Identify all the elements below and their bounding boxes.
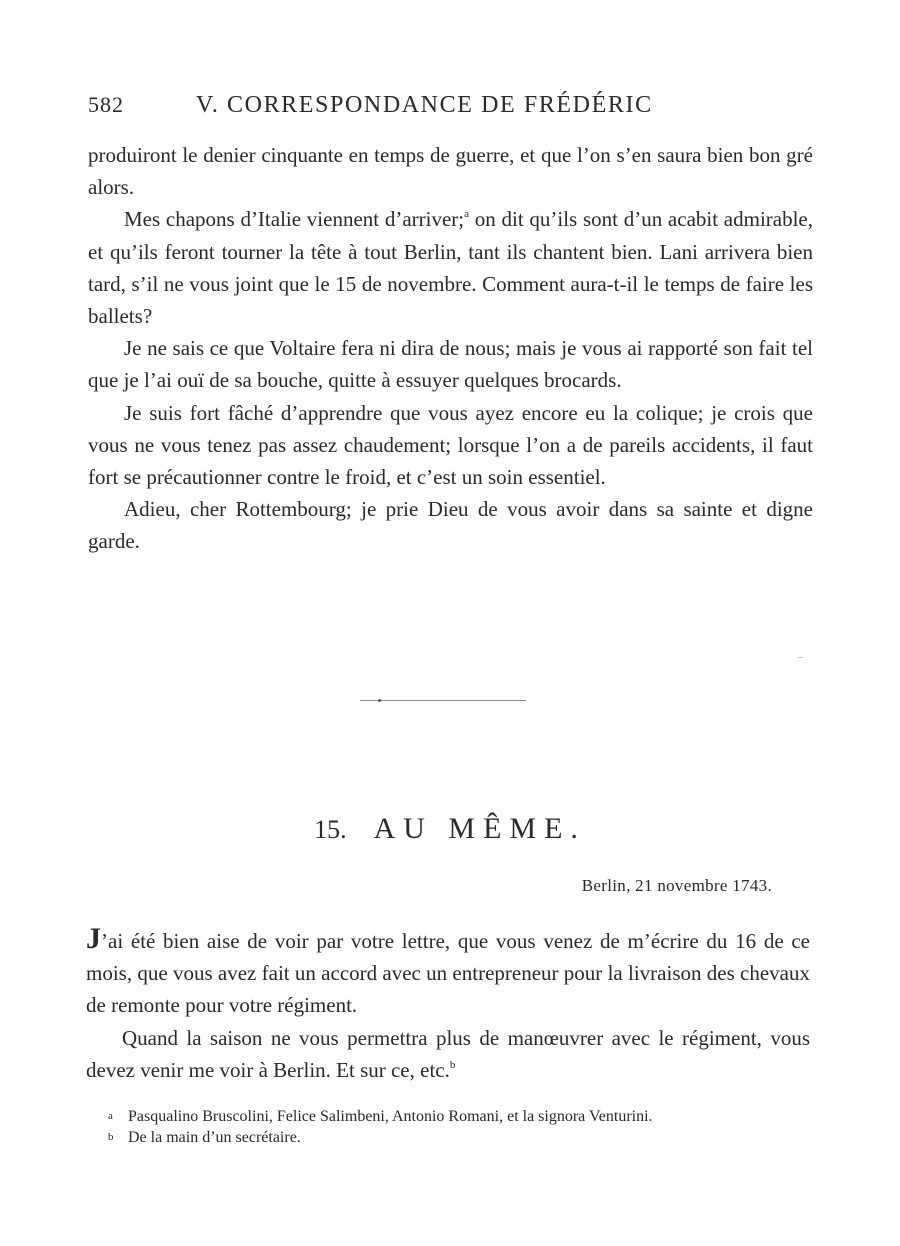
footnotes — [108, 1106, 768, 1148]
footnote-marker-a[interactable]: a — [464, 208, 470, 221]
paragraph: produiront le denier cinquante en temps de guerre, et que l’on s’en saura bien bon gré alors. — [88, 143, 813, 200]
paragraph-text: Quand la saison ne vous permettra plus de manœuvrer avec le régiment, vous devez venir me voir à Berlin. Et sur ce, etc. — [86, 1025, 810, 1082]
print-speck — [798, 657, 803, 658]
page-number: 582 — [88, 92, 124, 117]
paragraph: Je suis fort fâché d’apprendre que vous ayez encore eu la colique; je crois que vous ne vous tenez pas assez chaudement; lorsque l’on a de pareils accidents, il faut fort se précautionner contre le froid, et c’est un soin essentiel. — [88, 400, 813, 490]
footnote-text: De la main d’un secrétaire. — [128, 1129, 301, 1146]
letter-14-continued — [88, 139, 813, 558]
paragraph: Je ne sais ce que Voltaire fera ni dira de nous; mais je vous ai rapporté son fait tel que je l’ai ouï de sa bouche, quitte à essuyer quelques brocards. — [88, 336, 813, 393]
footnote-text: Pasqualino Bruscolini, Felice Salimbeni, Antonio Romani, et la signora Venturini. — [128, 1108, 653, 1125]
paragraph — [88, 203, 813, 332]
drop-cap: J — [86, 922, 101, 955]
letter-heading — [0, 812, 900, 846]
footnote-a — [108, 1106, 768, 1127]
paragraph — [86, 1022, 810, 1086]
footnote-b — [108, 1127, 768, 1148]
running-head — [88, 92, 818, 126]
running-title: V. CORRESPONDANCE DE FRÉDÉRIC — [196, 92, 653, 118]
paragraph-text: on dit qu’ils sont d’un acabit admirable, et qu’ils feront tourner la tête à tout Berlin, tant ils chantent bien. Lani arrivera bien tard, s’il ne vous joint que le 15 de novembre. Comment aura-t-il le temps de faire les ballets? — [88, 207, 813, 329]
letter-number: 15. — [314, 815, 347, 844]
footnote-mark: b — [108, 1131, 114, 1143]
dateline: Berlin, 21 novembre 1743. — [581, 876, 772, 895]
footnote-mark: a — [108, 1110, 113, 1122]
paragraph: Adieu, cher Rottembourg; je prie Dieu de vous avoir dans sa sainte et digne garde. — [88, 497, 813, 554]
footnote-marker-b[interactable]: b — [449, 1058, 456, 1071]
paragraph — [86, 922, 810, 1022]
paragraph-text: ’ai été bien aise de voir par votre lettre, que vous venez de m’écrire du 16 de ce mois, que vous avez fait un accord avec un entrepreneur pour la livraison des chevaux de remonte pour votre régiment. — [86, 929, 810, 1018]
section-separator-rule — [360, 700, 526, 701]
letter-15-body — [86, 922, 810, 1086]
letter-title: AU MÊME. — [373, 812, 586, 845]
paragraph-text: Mes chapons d’Italie viennent d’arriver; — [124, 207, 465, 232]
